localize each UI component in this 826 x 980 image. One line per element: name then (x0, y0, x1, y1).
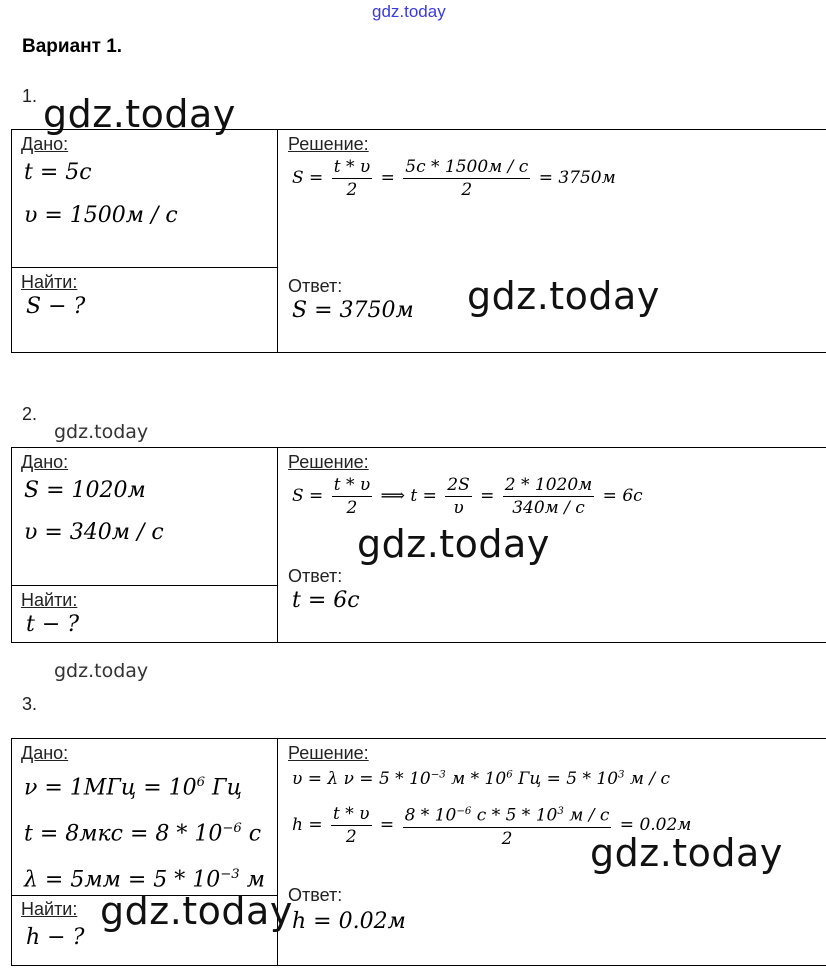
solution-formula: S = $\frac{t * \upsilon}{2}$ ⟹ t = $\frac{2S}{\upsilon}$ = $\frac{2 * 1020м}{340м / c}$ = 6c (292, 475, 643, 518)
watermark: gdz.today (54, 660, 149, 682)
find-value: h − ? (26, 925, 85, 950)
find-label: Найти: (21, 590, 78, 610)
problem-number: 3. (22, 694, 38, 714)
watermark: gdz.today (54, 421, 149, 443)
given-line: $\lambda = 5мм = 5 * 10^{-3}$ м (24, 867, 265, 893)
problem-3-table (11, 738, 826, 966)
solution-formula: S = $\frac{t * \upsilon}{2}$ = $\frac{5c * 1500м / c}{2}$ = 3750м (292, 157, 616, 200)
watermark: gdz.today (43, 92, 236, 136)
solution-label: Решение: (288, 134, 369, 154)
find-label: Найти: (21, 272, 78, 292)
watermark: gdz.today (357, 522, 550, 566)
given-line: S = 1020м (24, 478, 146, 503)
solution-label: Решение: (288, 452, 369, 472)
solution-line: υ = λ $\nu = 5 * 10^{-3}$ м * $10^6$ Гц = $5 * 10^3$ м / c (292, 769, 671, 789)
answer-value: h = 0.02м (292, 909, 406, 934)
problem-number: 2. (22, 404, 38, 424)
problem-2-table (11, 447, 826, 643)
given-line: υ = 340м / c (24, 520, 164, 545)
find-label: Найти: (21, 899, 78, 919)
given-label: Дано: (21, 743, 69, 763)
given-line: υ = 1500м / c (24, 203, 178, 228)
find-value: S − ? (26, 294, 86, 319)
variant-title: Вариант 1. (22, 36, 123, 57)
given-line: $t = 8мкс = 8 * 10^{-6}$ c (24, 821, 262, 847)
answer-value: t = 6c (292, 588, 360, 613)
given-line: $\nu = 1МГц = 10^6$ Гц (24, 775, 242, 801)
answer-value: S = 3750м (292, 298, 414, 323)
answer-label: Ответ: (288, 276, 343, 296)
given-line: t = 5c (24, 160, 92, 185)
solution-label: Решение: (288, 743, 369, 763)
solution-line: h = $\frac{t * \upsilon}{2}$ = $\frac{8 * 10^{-6} c * 5 * 10^3 м / c}{2}$ = 0.02м (292, 801, 691, 850)
watermark: gdz.today (590, 831, 783, 875)
given-label: Дано: (21, 452, 69, 472)
problem-1-table (11, 129, 826, 353)
watermark-top: gdz.today (372, 2, 446, 21)
watermark: gdz.today (467, 274, 660, 318)
problem-number: 1. (22, 86, 38, 106)
answer-label: Ответ: (288, 885, 343, 905)
answer-label: Ответ: (288, 566, 343, 586)
given-label: Дано: (21, 134, 69, 154)
find-value: t − ? (26, 612, 80, 637)
watermark: gdz.today (100, 889, 293, 933)
